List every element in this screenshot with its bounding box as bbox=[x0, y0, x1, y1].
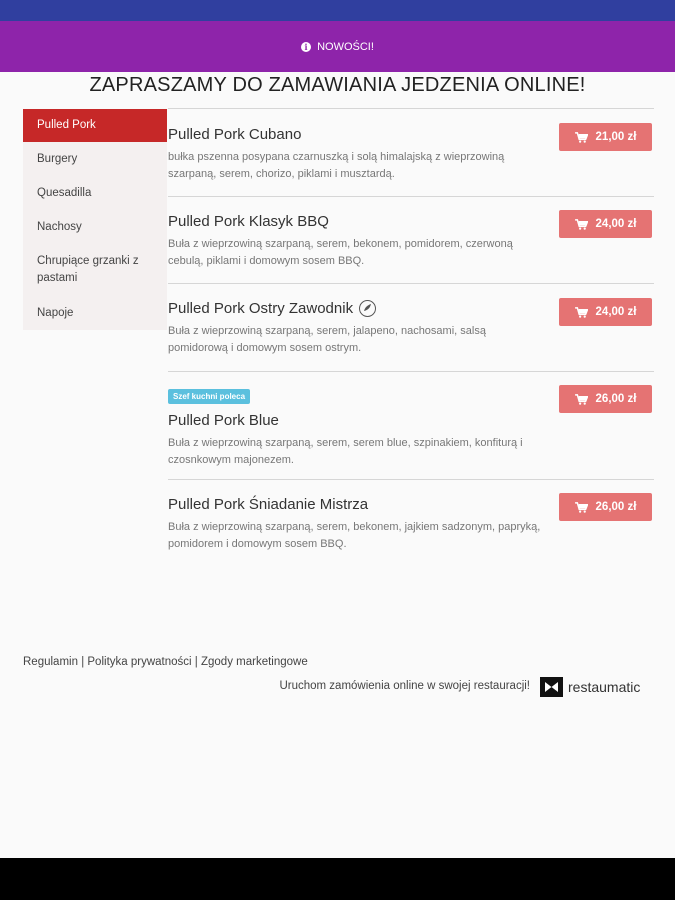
spicy-icon bbox=[359, 300, 376, 317]
status-bar bbox=[0, 0, 675, 21]
add-to-cart-button[interactable] bbox=[559, 493, 652, 521]
product-name: Pulled Pork Ostry Zawodnik bbox=[168, 300, 354, 317]
news-label: NOWOŚCI! bbox=[317, 40, 374, 53]
news-banner[interactable] bbox=[0, 21, 675, 72]
add-to-cart-button[interactable] bbox=[559, 210, 652, 238]
marketing-consents-link[interactable]: Zgody marketingowe bbox=[200, 656, 308, 668]
price-label: 26,00 zł bbox=[595, 393, 637, 405]
cart-icon bbox=[575, 132, 588, 143]
product-list bbox=[168, 108, 654, 567]
product-item bbox=[168, 196, 654, 283]
sidebar-item-pulled-pork[interactable]: Pulled Pork bbox=[23, 109, 167, 142]
product-description: Buła z wieprzowiną szarpaną, serem, bekonem, pomidorem, czerwoną cebulą, piklami i domowym sosem BBQ. bbox=[168, 238, 513, 267]
separator: | bbox=[81, 656, 85, 668]
chef-recommends-badge: Szef kuchni poleca bbox=[168, 389, 250, 404]
sidebar-item-nachosy[interactable]: Nachosy bbox=[37, 221, 82, 233]
add-to-cart-button[interactable] bbox=[559, 385, 652, 413]
price-label: 26,00 zł bbox=[595, 501, 637, 513]
cart-icon bbox=[575, 502, 588, 513]
category-sidebar bbox=[23, 109, 167, 330]
product-item bbox=[168, 108, 654, 196]
info-icon: i bbox=[301, 42, 311, 52]
cart-icon bbox=[575, 219, 588, 230]
restaumatic-logo-icon bbox=[540, 677, 563, 697]
sidebar-item-grzanki[interactable]: Chrupiące grzanki z pastami bbox=[37, 255, 139, 284]
restaumatic-brand[interactable] bbox=[540, 677, 640, 697]
sidebar-item-burgery[interactable]: Burgery bbox=[37, 153, 78, 165]
product-name: Pulled Pork Cubano bbox=[168, 126, 302, 143]
footer-links bbox=[23, 656, 308, 668]
add-to-cart-button[interactable] bbox=[559, 298, 652, 326]
page-title: ZAPRASZAMY DO ZAMAWIANIA JEDZENIA ONLINE! bbox=[89, 74, 586, 96]
product-name: Pulled Pork Blue bbox=[168, 412, 279, 429]
product-description: Buła z wieprzowiną szarpaną, serem, jalapeno, nachosami, salsą pomidorową i domowym sosem ostrym. bbox=[168, 325, 486, 354]
separator: | bbox=[194, 656, 198, 668]
sidebar-item-napoje[interactable]: Napoje bbox=[37, 307, 74, 319]
footer-cta-link[interactable]: Uruchom zamówienia online w swojej restauracji! bbox=[279, 680, 530, 692]
product-description: bułka pszenna posypana czarnuszką i solą himalajską z wieprzowiną szarpaną, serem, chorizo, piklami i musztardą. bbox=[168, 151, 505, 180]
cart-icon bbox=[575, 394, 588, 405]
product-name: Pulled Pork Klasyk BBQ bbox=[168, 213, 329, 230]
product-description: Buła z wieprzowiną szarpaną, serem, serem blue, szpinakiem, konfiturą i czosnkowym majonezem. bbox=[168, 437, 523, 466]
price-label: 24,00 zł bbox=[595, 218, 637, 230]
cart-icon bbox=[575, 307, 588, 318]
brand-name: restaumatic bbox=[568, 679, 641, 695]
privacy-policy-link[interactable]: Polityka prywatności bbox=[87, 656, 192, 668]
product-item bbox=[168, 371, 654, 479]
terms-link[interactable]: Regulamin bbox=[23, 656, 78, 668]
product-item bbox=[168, 479, 654, 567]
price-label: 24,00 zł bbox=[595, 306, 637, 318]
product-item bbox=[168, 283, 654, 371]
navigation-bar bbox=[0, 858, 675, 900]
sidebar-item-quesadilla[interactable]: Quesadilla bbox=[37, 187, 92, 199]
product-description: Buła z wieprzowiną szarpaną, serem, bekonem, jajkiem sadzonym, papryką, pomidorem i domowym sosem BBQ. bbox=[168, 521, 541, 550]
add-to-cart-button[interactable] bbox=[559, 123, 652, 151]
product-name: Pulled Pork Śniadanie Mistrza bbox=[168, 496, 369, 513]
price-label: 21,00 zł bbox=[595, 131, 637, 143]
